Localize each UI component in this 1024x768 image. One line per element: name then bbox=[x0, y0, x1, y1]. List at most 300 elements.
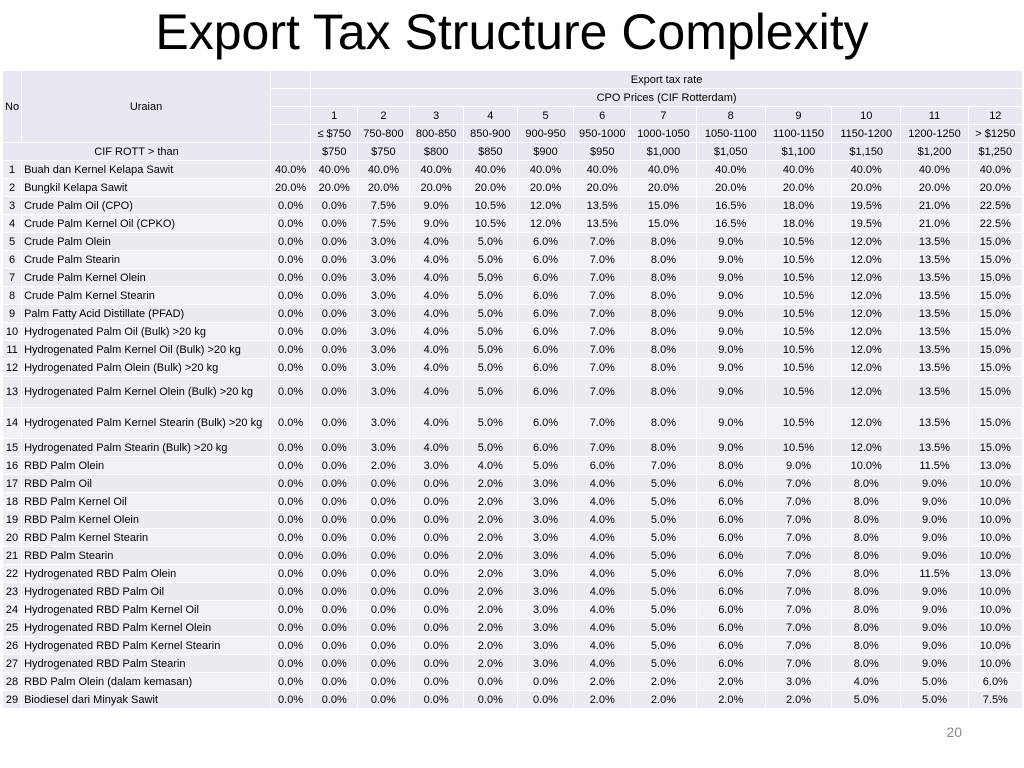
bracket-range: 850-900 bbox=[463, 125, 517, 143]
table-row bbox=[3, 287, 1023, 305]
table-row bbox=[3, 511, 1023, 529]
tax-rate-cell: 10.5% bbox=[765, 359, 831, 377]
bracket-range: ≤ $750 bbox=[311, 125, 358, 143]
tax-rate-cell: 10.5% bbox=[765, 377, 831, 408]
tax-rate-cell: 0.0% bbox=[409, 529, 463, 547]
tax-rate-cell: 20.0% bbox=[574, 179, 631, 197]
bracket-number: 12 bbox=[968, 107, 1022, 125]
tax-rate-cell: 12.0% bbox=[832, 269, 901, 287]
tax-rate-cell: 10.5% bbox=[765, 287, 831, 305]
tax-rate-cell: 12.0% bbox=[832, 359, 901, 377]
tax-rate-cell: 3.0% bbox=[358, 305, 409, 323]
table-row bbox=[3, 408, 1023, 439]
tax-rate-cell: 40.0% bbox=[463, 161, 517, 179]
tax-rate-cell: 3.0% bbox=[358, 408, 409, 439]
table-row bbox=[3, 341, 1023, 359]
tax-rate-cell: 0.0% bbox=[409, 475, 463, 493]
tax-rate-cell: 0.0% bbox=[311, 251, 358, 269]
cif-value: $800 bbox=[409, 143, 463, 161]
tax-rate-cell: 6.0% bbox=[517, 439, 573, 457]
tax-rate-cell: 13.5% bbox=[574, 215, 631, 233]
tax-rate-cell: 6.0% bbox=[517, 251, 573, 269]
tax-rate-cell: 10.0% bbox=[968, 637, 1022, 655]
tax-rate-cell: 4.0% bbox=[409, 323, 463, 341]
tax-rate-cell: 40.0% bbox=[765, 161, 831, 179]
tax-rate-cell: 0.0% bbox=[358, 529, 409, 547]
table-row bbox=[3, 547, 1023, 565]
tax-rate-cell: 2.0% bbox=[463, 547, 517, 565]
row-number: 27 bbox=[3, 655, 22, 673]
tax-rate-cell: 6.0% bbox=[574, 457, 631, 475]
tax-rate-cell: 4.0% bbox=[409, 233, 463, 251]
tax-rate-cell: 0.0% bbox=[311, 565, 358, 583]
tax-rate-cell: 10.5% bbox=[765, 341, 831, 359]
base-rate: 0.0% bbox=[271, 655, 311, 673]
tax-rate-cell: 13.5% bbox=[901, 408, 968, 439]
page-number: 20 bbox=[946, 724, 962, 740]
tax-rate-cell: 13.0% bbox=[968, 457, 1022, 475]
table-row bbox=[3, 323, 1023, 341]
tax-rate-cell: 19.5% bbox=[832, 215, 901, 233]
bracket-number: 9 bbox=[765, 107, 831, 125]
tax-rate-cell: 0.0% bbox=[358, 511, 409, 529]
tax-rate-cell: 10.0% bbox=[968, 547, 1022, 565]
tax-rate-cell: 0.0% bbox=[311, 601, 358, 619]
tax-rate-cell: 0.0% bbox=[358, 637, 409, 655]
tax-rate-cell: 6.0% bbox=[696, 655, 765, 673]
tax-rate-cell: 7.0% bbox=[574, 323, 631, 341]
table-row bbox=[3, 673, 1023, 691]
tax-rate-cell: 0.0% bbox=[358, 565, 409, 583]
tax-rate-cell: 40.0% bbox=[968, 161, 1022, 179]
tax-rate-cell: 3.0% bbox=[517, 511, 573, 529]
tax-rate-cell: 4.0% bbox=[574, 529, 631, 547]
tax-rate-cell: 3.0% bbox=[358, 323, 409, 341]
tax-rate-cell: 8.0% bbox=[832, 547, 901, 565]
tax-rate-cell: 4.0% bbox=[409, 251, 463, 269]
base-rate: 0.0% bbox=[271, 619, 311, 637]
product-name: Hydrogenated RBD Palm Kernel Olein bbox=[22, 619, 271, 637]
tax-rate-cell: 0.0% bbox=[311, 619, 358, 637]
tax-rate-cell: 4.0% bbox=[409, 287, 463, 305]
tax-rate-cell: 5.0% bbox=[463, 377, 517, 408]
tax-rate-cell: 6.0% bbox=[968, 673, 1022, 691]
tax-rate-cell: 8.0% bbox=[832, 493, 901, 511]
tax-rate-cell: 0.0% bbox=[409, 601, 463, 619]
tax-rate-cell: 0.0% bbox=[409, 619, 463, 637]
tax-rate-cell: 3.0% bbox=[517, 475, 573, 493]
product-name: RBD Palm Olein (dalam kemasan) bbox=[22, 673, 271, 691]
table-row bbox=[3, 179, 1023, 197]
bracket-range: 800-850 bbox=[409, 125, 463, 143]
tax-rate-cell: 40.0% bbox=[696, 161, 765, 179]
tax-rate-cell: 0.0% bbox=[409, 565, 463, 583]
tax-rate-cell: 5.0% bbox=[463, 305, 517, 323]
tax-rate-cell: 5.0% bbox=[832, 691, 901, 709]
tax-rate-cell: 40.0% bbox=[517, 161, 573, 179]
tax-rate-cell: 7.0% bbox=[574, 359, 631, 377]
table-row bbox=[3, 233, 1023, 251]
tax-rate-cell: 15.0% bbox=[968, 305, 1022, 323]
tax-rate-cell: 12.0% bbox=[832, 251, 901, 269]
tax-rate-cell: 5.0% bbox=[901, 691, 968, 709]
tax-rate-cell: 5.0% bbox=[463, 323, 517, 341]
tax-rate-cell: 0.0% bbox=[311, 493, 358, 511]
tax-rate-cell: 10.0% bbox=[968, 583, 1022, 601]
tax-rate-cell: 3.0% bbox=[517, 619, 573, 637]
tax-rate-cell: 9.0% bbox=[901, 493, 968, 511]
tax-rate-cell: 0.0% bbox=[311, 323, 358, 341]
bracket-number: 2 bbox=[358, 107, 409, 125]
base-rate: 0.0% bbox=[271, 305, 311, 323]
tax-rate-cell: 4.0% bbox=[574, 493, 631, 511]
tax-rate-cell: 0.0% bbox=[311, 341, 358, 359]
tax-rate-cell: 9.0% bbox=[901, 583, 968, 601]
tax-rate-cell: 0.0% bbox=[311, 215, 358, 233]
tax-rate-cell: 6.0% bbox=[696, 583, 765, 601]
tax-rate-cell: 7.0% bbox=[574, 408, 631, 439]
tax-rate-cell: 6.0% bbox=[517, 305, 573, 323]
table-row bbox=[3, 215, 1023, 233]
row-number: 26 bbox=[3, 637, 22, 655]
product-name: Hydrogenated Palm Stearin (Bulk) >20 kg bbox=[22, 439, 271, 457]
product-name: Hydrogenated RBD Palm Kernel Stearin bbox=[22, 637, 271, 655]
tax-rate-cell: 6.0% bbox=[696, 619, 765, 637]
tax-rate-cell: 6.0% bbox=[517, 287, 573, 305]
tax-rate-cell: 12.0% bbox=[832, 287, 901, 305]
row-number: 29 bbox=[3, 691, 22, 709]
tax-rate-cell: 0.0% bbox=[358, 493, 409, 511]
tax-rate-cell: 0.0% bbox=[409, 655, 463, 673]
tax-rate-cell: 2.0% bbox=[574, 691, 631, 709]
tax-rate-cell: 3.0% bbox=[517, 601, 573, 619]
tax-rate-cell: 6.0% bbox=[696, 529, 765, 547]
row-number: 28 bbox=[3, 673, 22, 691]
tax-rate-cell: 0.0% bbox=[311, 673, 358, 691]
table-row bbox=[3, 493, 1023, 511]
tax-rate-cell: 0.0% bbox=[311, 233, 358, 251]
product-name: Crude Palm Oil (CPO) bbox=[22, 197, 271, 215]
row-number: 5 bbox=[3, 233, 22, 251]
tax-rate-cell: 4.0% bbox=[409, 341, 463, 359]
tax-rate-cell: 12.0% bbox=[517, 215, 573, 233]
tax-rate-cell: 7.0% bbox=[574, 305, 631, 323]
tax-rate-cell: 5.0% bbox=[463, 408, 517, 439]
base-rate: 0.0% bbox=[271, 691, 311, 709]
tax-rate-cell: 18.0% bbox=[765, 197, 831, 215]
tax-rate-cell: 10.0% bbox=[968, 619, 1022, 637]
tax-rate-cell: 9.0% bbox=[901, 655, 968, 673]
table-row bbox=[3, 439, 1023, 457]
bracket-range: > $1250 bbox=[968, 125, 1022, 143]
tax-rate-cell: 15.0% bbox=[968, 251, 1022, 269]
table-row bbox=[3, 637, 1023, 655]
tax-rate-cell: 15.0% bbox=[968, 439, 1022, 457]
header-spacer bbox=[271, 71, 311, 89]
tax-rate-cell: 4.0% bbox=[409, 359, 463, 377]
tax-rate-cell: 5.0% bbox=[631, 583, 696, 601]
base-rate: 0.0% bbox=[271, 233, 311, 251]
tax-rate-cell: 12.0% bbox=[832, 377, 901, 408]
tax-rate-cell: 9.0% bbox=[901, 475, 968, 493]
tax-rate-cell: 4.0% bbox=[409, 408, 463, 439]
tax-rate-cell: 8.0% bbox=[832, 529, 901, 547]
tax-rate-cell: 20.0% bbox=[358, 179, 409, 197]
tax-rate-cell: 2.0% bbox=[463, 655, 517, 673]
tax-rate-cell: 15.0% bbox=[968, 359, 1022, 377]
tax-rate-cell: 13.5% bbox=[901, 287, 968, 305]
tax-rate-cell: 9.0% bbox=[696, 359, 765, 377]
tax-rate-cell: 8.0% bbox=[631, 377, 696, 408]
base-rate: 0.0% bbox=[271, 565, 311, 583]
tax-rate-cell: 4.0% bbox=[574, 475, 631, 493]
product-name: RBD Palm Stearin bbox=[22, 547, 271, 565]
cif-value: $1,250 bbox=[968, 143, 1022, 161]
cif-value: $1,050 bbox=[696, 143, 765, 161]
tax-rate-cell: 3.0% bbox=[517, 655, 573, 673]
header-uraian: Uraian bbox=[22, 71, 271, 143]
row-number: 17 bbox=[3, 475, 22, 493]
table-body bbox=[3, 71, 1023, 709]
tax-rate-cell: 40.0% bbox=[901, 161, 968, 179]
table-row bbox=[3, 377, 1023, 408]
tax-rate-cell: 3.0% bbox=[517, 529, 573, 547]
row-number: 12 bbox=[3, 359, 22, 377]
tax-rate-cell: 7.5% bbox=[968, 691, 1022, 709]
tax-rate-cell: 5.0% bbox=[631, 475, 696, 493]
tax-rate-cell: 7.5% bbox=[358, 197, 409, 215]
product-name: Hydrogenated Palm Kernel Oil (Bulk) >20 kg bbox=[22, 341, 271, 359]
tax-rate-cell: 2.0% bbox=[463, 475, 517, 493]
tax-rate-cell: 0.0% bbox=[463, 691, 517, 709]
tax-rate-cell: 6.0% bbox=[696, 493, 765, 511]
tax-rate-cell: 3.0% bbox=[765, 673, 831, 691]
tax-rate-cell: 21.0% bbox=[901, 197, 968, 215]
tax-rate-cell: 15.0% bbox=[968, 287, 1022, 305]
tax-rate-cell: 0.0% bbox=[358, 547, 409, 565]
tax-rate-cell: 8.0% bbox=[696, 457, 765, 475]
bracket-range: 1100-1150 bbox=[765, 125, 831, 143]
tax-rate-cell: 4.0% bbox=[574, 655, 631, 673]
row-number: 11 bbox=[3, 341, 22, 359]
tax-rate-cell: 0.0% bbox=[463, 673, 517, 691]
tax-rate-cell: 4.0% bbox=[409, 269, 463, 287]
bracket-range: 1200-1250 bbox=[901, 125, 968, 143]
tax-rate-cell: 20.0% bbox=[463, 179, 517, 197]
row-number: 25 bbox=[3, 619, 22, 637]
tax-rate-cell: 3.0% bbox=[517, 583, 573, 601]
bracket-number: 7 bbox=[631, 107, 696, 125]
product-name: Hydrogenated RBD Palm Oil bbox=[22, 583, 271, 601]
tax-rate-cell: 10.5% bbox=[765, 439, 831, 457]
tax-rate-cell: 2.0% bbox=[463, 565, 517, 583]
tax-rate-cell: 0.0% bbox=[358, 583, 409, 601]
header-export-tax-rate: Export tax rate bbox=[311, 71, 1023, 89]
tax-rate-cell: 8.0% bbox=[832, 511, 901, 529]
table-row bbox=[3, 251, 1023, 269]
tax-rate-cell: 20.0% bbox=[631, 179, 696, 197]
base-rate: 0.0% bbox=[271, 341, 311, 359]
table-row bbox=[3, 601, 1023, 619]
product-name: Biodiesel dari Minyak Sawit bbox=[22, 691, 271, 709]
cif-value: $1,150 bbox=[832, 143, 901, 161]
tax-rate-cell: 40.0% bbox=[574, 161, 631, 179]
bracket-number: 11 bbox=[901, 107, 968, 125]
row-number: 22 bbox=[3, 565, 22, 583]
tax-rate-cell: 40.0% bbox=[311, 161, 358, 179]
tax-rate-cell: 2.0% bbox=[463, 511, 517, 529]
tax-rate-cell: 12.0% bbox=[832, 305, 901, 323]
tax-rate-cell: 12.0% bbox=[832, 439, 901, 457]
product-name: RBD Palm Oil bbox=[22, 475, 271, 493]
tax-rate-cell: 9.0% bbox=[901, 601, 968, 619]
cif-value: $900 bbox=[517, 143, 573, 161]
row-number: 9 bbox=[3, 305, 22, 323]
bracket-number: 4 bbox=[463, 107, 517, 125]
tax-rate-cell: 5.0% bbox=[463, 233, 517, 251]
tax-rate-cell: 2.0% bbox=[358, 457, 409, 475]
tax-rate-cell: 10.5% bbox=[765, 233, 831, 251]
tax-rate-cell: 0.0% bbox=[311, 547, 358, 565]
tax-rate-cell: 21.0% bbox=[901, 215, 968, 233]
tax-rate-cell: 9.0% bbox=[696, 305, 765, 323]
tax-rate-cell: 20.0% bbox=[517, 179, 573, 197]
tax-rate-cell: 4.0% bbox=[463, 457, 517, 475]
row-number: 8 bbox=[3, 287, 22, 305]
tax-rate-cell: 10.5% bbox=[765, 305, 831, 323]
tax-rate-cell: 13.5% bbox=[901, 359, 968, 377]
tax-rate-cell: 8.0% bbox=[832, 565, 901, 583]
row-number: 20 bbox=[3, 529, 22, 547]
header-row-export bbox=[3, 71, 1023, 89]
base-rate: 0.0% bbox=[271, 439, 311, 457]
tax-rate-cell: 0.0% bbox=[311, 408, 358, 439]
tax-rate-cell: 5.0% bbox=[463, 341, 517, 359]
tax-rate-cell: 12.0% bbox=[832, 233, 901, 251]
tax-rate-cell: 3.0% bbox=[358, 439, 409, 457]
row-number: 4 bbox=[3, 215, 22, 233]
row-number: 24 bbox=[3, 601, 22, 619]
tax-rate-cell: 3.0% bbox=[517, 547, 573, 565]
tax-rate-cell: 6.0% bbox=[517, 233, 573, 251]
tax-rate-cell: 10.0% bbox=[968, 655, 1022, 673]
tax-rate-cell: 40.0% bbox=[631, 161, 696, 179]
tax-rate-cell: 13.5% bbox=[901, 269, 968, 287]
tax-rate-cell: 12.0% bbox=[832, 341, 901, 359]
row-number: 3 bbox=[3, 197, 22, 215]
tax-rate-cell: 4.0% bbox=[574, 619, 631, 637]
table-row bbox=[3, 619, 1023, 637]
cif-value: $850 bbox=[463, 143, 517, 161]
tax-rate-cell: 20.0% bbox=[968, 179, 1022, 197]
tax-rate-cell: 11.5% bbox=[901, 565, 968, 583]
product-name: RBD Palm Olein bbox=[22, 457, 271, 475]
tax-rate-cell: 7.0% bbox=[765, 511, 831, 529]
tax-rate-cell: 15.0% bbox=[968, 269, 1022, 287]
tax-rate-cell: 12.0% bbox=[517, 197, 573, 215]
tax-rate-cell: 4.0% bbox=[574, 511, 631, 529]
tax-rate-cell: 0.0% bbox=[311, 583, 358, 601]
tax-rate-cell: 22.5% bbox=[968, 215, 1022, 233]
tax-rate-cell: 5.0% bbox=[901, 673, 968, 691]
tax-rate-cell: 4.0% bbox=[409, 305, 463, 323]
product-name: Hydrogenated Palm Kernel Stearin (Bulk) >20 kg bbox=[22, 408, 271, 439]
tax-rate-cell: 0.0% bbox=[358, 619, 409, 637]
tax-rate-cell: 19.5% bbox=[832, 197, 901, 215]
tax-rate-cell: 0.0% bbox=[358, 601, 409, 619]
tax-rate-cell: 3.0% bbox=[358, 287, 409, 305]
base-rate: 0.0% bbox=[271, 269, 311, 287]
tax-rate-cell: 4.0% bbox=[409, 439, 463, 457]
tax-rate-cell: 20.0% bbox=[832, 179, 901, 197]
tax-rate-cell: 6.0% bbox=[696, 475, 765, 493]
row-number: 6 bbox=[3, 251, 22, 269]
tax-rate-cell: 12.0% bbox=[832, 323, 901, 341]
tax-rate-cell: 3.0% bbox=[517, 493, 573, 511]
product-name: RBD Palm Kernel Stearin bbox=[22, 529, 271, 547]
tax-rate-cell: 7.0% bbox=[574, 287, 631, 305]
tax-rate-cell: 13.5% bbox=[901, 377, 968, 408]
tax-rate-cell: 9.0% bbox=[696, 377, 765, 408]
tax-rate-cell: 0.0% bbox=[311, 305, 358, 323]
tax-rate-cell: 3.0% bbox=[358, 377, 409, 408]
tax-rate-cell: 40.0% bbox=[832, 161, 901, 179]
tax-rate-cell: 16.5% bbox=[696, 197, 765, 215]
cif-value: $1,000 bbox=[631, 143, 696, 161]
tax-rate-cell: 0.0% bbox=[311, 475, 358, 493]
tax-rate-cell: 0.0% bbox=[311, 457, 358, 475]
tax-rate-cell: 3.0% bbox=[358, 251, 409, 269]
tax-rate-cell: 4.0% bbox=[574, 547, 631, 565]
tax-rate-cell: 3.0% bbox=[358, 341, 409, 359]
product-name: Hydrogenated RBD Palm Kernel Oil bbox=[22, 601, 271, 619]
tax-rate-cell: 6.0% bbox=[517, 323, 573, 341]
tax-rate-cell: 7.0% bbox=[765, 529, 831, 547]
table-row bbox=[3, 161, 1023, 179]
tax-rate-cell: 5.0% bbox=[517, 457, 573, 475]
tax-rate-cell: 12.0% bbox=[832, 408, 901, 439]
tax-rate-cell: 2.0% bbox=[631, 673, 696, 691]
tax-rate-cell: 8.0% bbox=[631, 341, 696, 359]
tax-rate-cell: 8.0% bbox=[832, 583, 901, 601]
tax-rate-cell: 10.0% bbox=[832, 457, 901, 475]
product-name: Hydrogenated Palm Kernel Olein (Bulk) >20 kg bbox=[22, 377, 271, 408]
export-tax-table bbox=[2, 70, 1023, 709]
tax-rate-cell: 9.0% bbox=[696, 439, 765, 457]
tax-rate-cell: 9.0% bbox=[901, 529, 968, 547]
cif-value: $1,200 bbox=[901, 143, 968, 161]
tax-rate-cell: 5.0% bbox=[631, 493, 696, 511]
tax-rate-cell: 5.0% bbox=[631, 655, 696, 673]
tax-rate-cell: 7.5% bbox=[358, 215, 409, 233]
bracket-number: 3 bbox=[409, 107, 463, 125]
cif-value: $1,100 bbox=[765, 143, 831, 161]
tax-rate-cell: 9.0% bbox=[696, 269, 765, 287]
tax-rate-cell: 8.0% bbox=[832, 655, 901, 673]
tax-rate-cell: 0.0% bbox=[311, 529, 358, 547]
product-name: Palm Fatty Acid Distillate (PFAD) bbox=[22, 305, 271, 323]
tax-rate-cell: 2.0% bbox=[463, 601, 517, 619]
product-name: Hydrogenated RBD Palm Olein bbox=[22, 565, 271, 583]
tax-rate-cell: 10.5% bbox=[765, 269, 831, 287]
tax-rate-cell: 0.0% bbox=[311, 377, 358, 408]
tax-rate-cell: 9.0% bbox=[765, 457, 831, 475]
tax-rate-cell: 10.5% bbox=[463, 197, 517, 215]
tax-rate-cell: 15.0% bbox=[968, 377, 1022, 408]
tax-rate-cell: 0.0% bbox=[311, 511, 358, 529]
tax-rate-cell: 8.0% bbox=[832, 475, 901, 493]
tax-rate-cell: 20.0% bbox=[409, 179, 463, 197]
